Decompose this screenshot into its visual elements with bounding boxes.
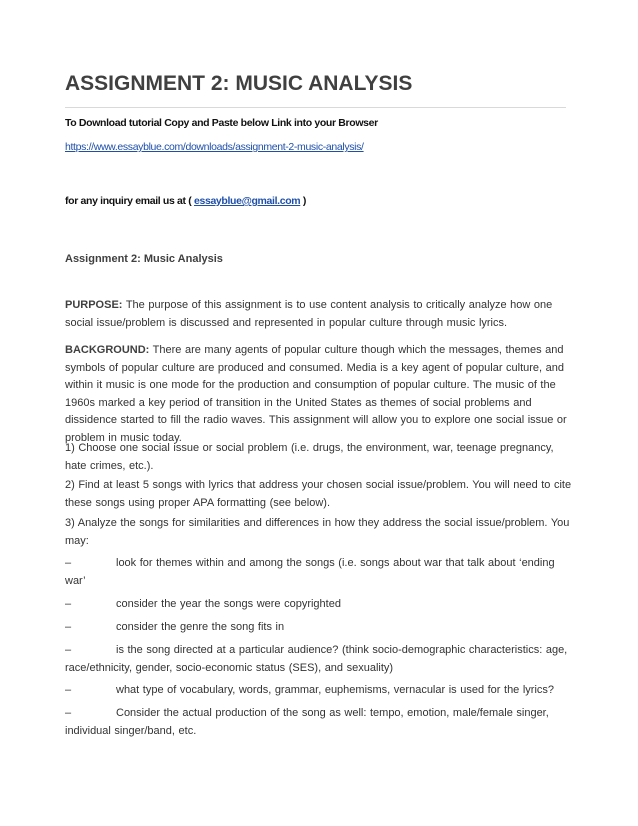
inquiry-email-link[interactable]: essayblue@gmail.com xyxy=(193,195,301,207)
bullet-continuation: race/ethnicity, gender, socio-economic status (SES), and sexuality) xyxy=(65,661,394,674)
background-text: There are many agents of popular culture though which the messages, themes and symbols of popular culture are produced and consumed. Media is a key agent of popular culture, and within it music is one mode for the production and consumption of popular culture. The music of the 1960s marked a key period of transition in the United States as themes of social problems and dissidence started to fill the radio waves. This assignment will allow you to explore one social issue or problem in music today. xyxy=(65,344,567,444)
bullet-item xyxy=(65,705,573,740)
bullet-text: what type of vocabulary, words, grammar, euphemisms, vernacular is used for the lyrics? xyxy=(116,684,555,696)
purpose-text: The purpose of this assignment is to use content analysis to critically analyze how one social issue/problem is discussed and represented in popular culture through music lyrics. xyxy=(65,299,553,329)
bullet-text: look for themes within and among the songs (i.e. songs about war that talk about ‘ending xyxy=(116,557,555,569)
inquiry-prefix: for any inquiry email us at ( xyxy=(65,195,192,207)
bullet-text: consider the year the songs were copyrighted xyxy=(116,598,341,610)
inquiry-suffix: ) xyxy=(302,195,307,207)
bullet-item xyxy=(65,619,573,637)
title-underline xyxy=(65,107,566,108)
page-title: ASSIGNMENT 2: MUSIC ANALYSIS xyxy=(65,72,413,95)
bullet-dash: – xyxy=(65,707,72,719)
step-3: 3) Analyze the songs for similarities and differences in how they address the social issue/problem. You may: xyxy=(65,517,570,547)
bullet-continuation: individual singer/band, etc. xyxy=(65,724,197,737)
bullet-dash: – xyxy=(65,621,72,633)
bullet-dash: – xyxy=(65,598,72,610)
background-label: BACKGROUND: xyxy=(65,344,150,356)
bullet-continuation: war’ xyxy=(65,574,86,587)
purpose-label: PURPOSE: xyxy=(65,299,123,311)
bullet-item xyxy=(65,596,573,614)
bullet-dash: – xyxy=(65,684,72,696)
bullet-item xyxy=(65,682,573,700)
download-instructions: To Download tutorial Copy and Paste below Link into your Browser xyxy=(65,117,378,129)
background-paragraph xyxy=(65,342,573,447)
bullet-item xyxy=(65,642,573,677)
step-1: 1) Choose one social issue or social problem (i.e. drugs, the environment, war, teenage pregnancy, hate crimes, etc.). xyxy=(65,442,554,472)
bullet-dash: – xyxy=(65,644,72,656)
purpose-paragraph xyxy=(65,297,573,332)
bullet-dash: – xyxy=(65,557,72,569)
step-2: 2) Find at least 5 songs with lyrics that address your chosen social issue/problem. You will need to cite these songs using proper APA formatting (see below). xyxy=(65,479,572,509)
inquiry-line xyxy=(65,195,306,207)
bullet-text: consider the genre the song fits in xyxy=(116,621,285,633)
section-subheading: Assignment 2: Music Analysis xyxy=(65,253,223,265)
download-link[interactable]: https://www.essayblue.com/downloads/assignment-2-music-analysis/ xyxy=(65,141,364,153)
bullet-item xyxy=(65,555,573,590)
bullet-text: Consider the actual production of the song as well: tempo, emotion, male/female singer, xyxy=(116,707,549,719)
bullet-text: is the song directed at a particular audience? (think socio-demographic characteristics: age, xyxy=(116,644,568,656)
